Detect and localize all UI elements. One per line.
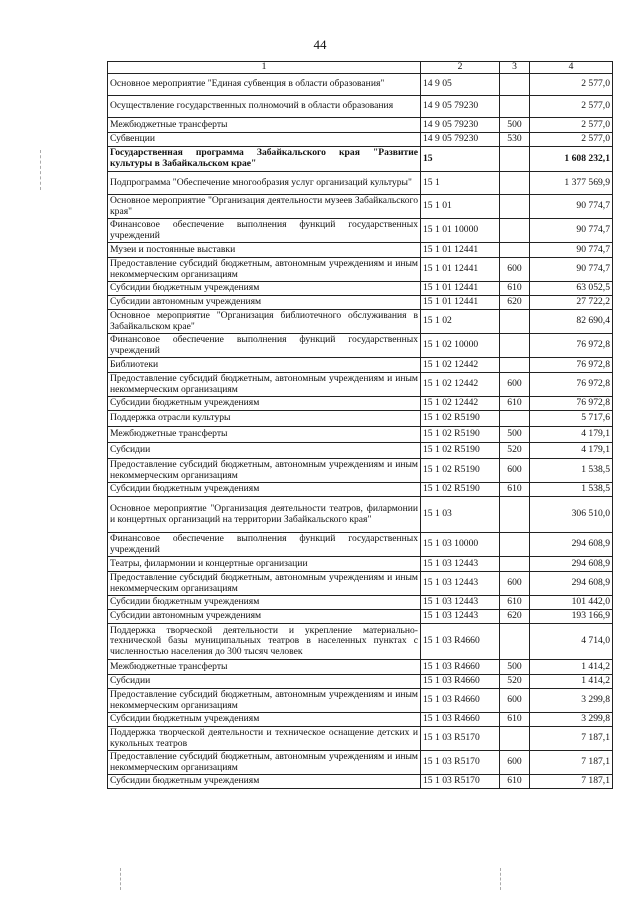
cell-sum: 76 972,8 [530,373,613,397]
cell-code: 15 [421,147,500,172]
table-row [108,572,613,596]
cell-sum: 4 714,0 [530,624,613,660]
cell-sum: 306 510,0 [530,497,613,533]
cell-sum: 1 538,5 [530,459,613,483]
cell-code: 14 9 05 79230 [421,96,500,118]
cell-name: Предоставление субсидий бюджетным, автономным учреждениям и иным некоммерческим организациям [108,689,421,713]
table-row [108,660,613,675]
cell-type [500,243,530,258]
cell-type [500,358,530,373]
cell-sum: 7 187,1 [530,751,613,775]
table-row [108,497,613,533]
cell-sum: 1 608 232,1 [530,147,613,172]
cell-code: 15 1 02 R5190 [421,443,500,459]
cell-type [500,74,530,96]
cell-code: 15 1 02 R5190 [421,483,500,497]
cell-sum: 2 577,0 [530,96,613,118]
header-col-name: 1 [108,62,421,74]
cell-sum: 7 187,1 [530,775,613,789]
table-header-row [108,62,613,74]
cell-name: Основное мероприятие "Организация деятельности музеев Забайкальского края" [108,195,421,219]
table-row [108,172,613,195]
cell-sum: 2 577,0 [530,118,613,133]
cell-name: Субсидии бюджетным учреждениям [108,713,421,727]
header-col-sum: 4 [530,62,613,74]
table-row [108,310,613,334]
cell-code: 15 1 02 12442 [421,358,500,373]
cell-name: Межбюджетные трансферты [108,427,421,443]
cell-sum: 27 722,2 [530,296,613,310]
table-row [108,624,613,660]
cell-name: Библиотеки [108,358,421,373]
cell-sum: 294 608,9 [530,557,613,572]
cell-name: Предоставление субсидий бюджетным, автономным учреждениям и иным некоммерческим организациям [108,258,421,282]
table-row [108,296,613,310]
cell-code: 15 1 01 12441 [421,296,500,310]
table-row [108,373,613,397]
cell-code: 15 1 02 R5190 [421,427,500,443]
cell-type [500,195,530,219]
cell-type [500,96,530,118]
cell-type: 620 [500,296,530,310]
budget-table [107,61,613,789]
header-col-code: 2 [421,62,500,74]
table-row [108,427,613,443]
cell-name: Финансовое обеспечение выполнения функций государственных учреждений [108,533,421,557]
cell-code: 15 1 03 R4660 [421,713,500,727]
cell-code: 15 1 03 R5170 [421,727,500,751]
table-row [108,195,613,219]
cell-code: 15 1 03 R5170 [421,775,500,789]
cell-code: 15 1 01 [421,195,500,219]
cell-sum: 1 414,2 [530,660,613,675]
cell-code: 15 1 02 R5190 [421,411,500,427]
cell-type: 610 [500,282,530,296]
cell-sum: 76 972,8 [530,334,613,358]
table-row [108,411,613,427]
margin-mark [120,868,121,890]
cell-name: Предоставление субсидий бюджетным, автономным учреждениям и иным некоммерческим организациям [108,751,421,775]
page-number: 44 [313,37,327,52]
cell-type [500,727,530,751]
cell-code: 15 1 01 12441 [421,258,500,282]
cell-name: Осуществление государственных полномочий в области образования [108,96,421,118]
cell-name: Субсидии [108,675,421,689]
cell-name: Основное мероприятие "Организация библиотечного обслуживания в Забайкальском крае" [108,310,421,334]
cell-type: 520 [500,675,530,689]
cell-code: 15 1 03 12443 [421,572,500,596]
table-row [108,675,613,689]
cell-sum: 2 577,0 [530,133,613,147]
table-row [108,334,613,358]
cell-name: Музеи и постоянные выставки [108,243,421,258]
cell-name: Государственная программа Забайкальского края "Развитие культуры в Забайкальском крае" [108,147,421,172]
cell-sum: 76 972,8 [530,358,613,373]
cell-type [500,172,530,195]
cell-type: 600 [500,459,530,483]
table-row [108,397,613,411]
table-row [108,751,613,775]
cell-type: 600 [500,689,530,713]
cell-type [500,557,530,572]
cell-code: 15 1 03 R4660 [421,660,500,675]
table-row [108,443,613,459]
cell-sum: 90 774,7 [530,243,613,258]
cell-code: 15 1 03 R4660 [421,675,500,689]
cell-code: 15 1 [421,172,500,195]
table-row [108,557,613,572]
cell-name: Субсидии автономным учреждениям [108,610,421,624]
table-row [108,147,613,172]
cell-code: 15 1 02 12442 [421,397,500,411]
table-row [108,96,613,118]
cell-sum: 294 608,9 [530,572,613,596]
cell-type [500,219,530,243]
cell-type: 610 [500,775,530,789]
cell-type: 530 [500,133,530,147]
cell-type: 620 [500,610,530,624]
table-row [108,133,613,147]
cell-type: 500 [500,427,530,443]
table-row [108,358,613,373]
table-row [108,727,613,751]
cell-code: 15 1 01 10000 [421,219,500,243]
cell-code: 15 1 03 R4660 [421,689,500,713]
table-row [108,610,613,624]
cell-name: Субсидии бюджетным учреждениям [108,596,421,610]
header-col-type: 3 [500,62,530,74]
cell-name: Поддержка творческой деятельности и укрепление материально-технической базы муниципальных театров в населенных пунктах с численностью населения до 300 тысяч человек [108,624,421,660]
table-row [108,713,613,727]
cell-code: 15 1 02 10000 [421,334,500,358]
cell-sum: 3 299,8 [530,713,613,727]
cell-type: 600 [500,373,530,397]
cell-name: Субсидии бюджетным учреждениям [108,397,421,411]
cell-name: Финансовое обеспечение выполнения функций государственных учреждений [108,334,421,358]
cell-name: Подпрограмма "Обеспечение многообразия услуг организаций культуры" [108,172,421,195]
cell-code: 15 1 03 10000 [421,533,500,557]
cell-type [500,497,530,533]
cell-sum: 1 377 569,9 [530,172,613,195]
table-row [108,219,613,243]
cell-sum: 90 774,7 [530,195,613,219]
cell-code: 15 1 01 12441 [421,282,500,296]
margin-mark [40,150,41,190]
cell-name: Предоставление субсидий бюджетным, автономным учреждениям и иным некоммерческим организациям [108,572,421,596]
cell-name: Поддержка отрасли культуры [108,411,421,427]
cell-type: 600 [500,572,530,596]
cell-name: Предоставление субсидий бюджетным, автономным учреждениям и иным некоммерческим организациям [108,373,421,397]
table-row [108,775,613,789]
table-row [108,118,613,133]
cell-type: 500 [500,118,530,133]
cell-type [500,310,530,334]
cell-name: Субвенции [108,133,421,147]
cell-sum: 4 179,1 [530,443,613,459]
cell-code: 15 1 03 [421,497,500,533]
table-row [108,533,613,557]
cell-name: Субсидии бюджетным учреждениям [108,775,421,789]
cell-name: Театры, филармонии и концертные организации [108,557,421,572]
cell-sum: 82 690,4 [530,310,613,334]
cell-type: 500 [500,660,530,675]
cell-sum: 101 442,0 [530,596,613,610]
cell-sum: 4 179,1 [530,427,613,443]
cell-type [500,533,530,557]
table-row [108,596,613,610]
cell-type [500,411,530,427]
cell-sum: 2 577,0 [530,74,613,96]
cell-code: 15 1 03 12443 [421,610,500,624]
cell-code: 15 1 03 R4660 [421,624,500,660]
cell-name: Субсидии [108,443,421,459]
cell-code: 15 1 02 [421,310,500,334]
cell-code: 15 1 03 12443 [421,557,500,572]
table-body [108,74,613,789]
cell-sum: 90 774,7 [530,219,613,243]
cell-sum: 7 187,1 [530,727,613,751]
cell-sum: 5 717,6 [530,411,613,427]
cell-sum: 1 414,2 [530,675,613,689]
table-row [108,258,613,282]
cell-name: Предоставление субсидий бюджетным, автономным учреждениям и иным некоммерческим организациям [108,459,421,483]
cell-code: 15 1 02 R5190 [421,459,500,483]
cell-sum: 76 972,8 [530,397,613,411]
cell-type: 610 [500,596,530,610]
cell-name: Субсидии автономным учреждениям [108,296,421,310]
cell-type: 610 [500,397,530,411]
cell-type: 610 [500,483,530,497]
cell-sum: 1 538,5 [530,483,613,497]
cell-name: Межбюджетные трансферты [108,660,421,675]
cell-sum: 193 166,9 [530,610,613,624]
margin-mark [500,868,501,890]
cell-code: 14 9 05 79230 [421,118,500,133]
cell-type: 610 [500,713,530,727]
cell-code: 15 1 03 12443 [421,596,500,610]
table-row [108,459,613,483]
cell-type: 600 [500,258,530,282]
cell-type [500,334,530,358]
cell-name: Поддержка творческой деятельности и техническое оснащение детских и кукольных театров [108,727,421,751]
cell-code: 15 1 02 12442 [421,373,500,397]
table-row [108,74,613,96]
cell-name: Основное мероприятие "Единая субвенция в области образования" [108,74,421,96]
cell-code: 14 9 05 79230 [421,133,500,147]
cell-name: Субсидии бюджетным учреждениям [108,483,421,497]
cell-name: Финансовое обеспечение выполнения функций государственных учреждений [108,219,421,243]
cell-type [500,624,530,660]
cell-name: Основное мероприятие "Организация деятельности театров, филармонии и концертных организаций на территории Забайкальского края" [108,497,421,533]
cell-sum: 294 608,9 [530,533,613,557]
table-row [108,483,613,497]
cell-name: Субсидии бюджетным учреждениям [108,282,421,296]
cell-type: 600 [500,751,530,775]
cell-sum: 63 052,5 [530,282,613,296]
table-row [108,689,613,713]
cell-code: 15 1 01 12441 [421,243,500,258]
cell-name: Межбюджетные трансферты [108,118,421,133]
cell-sum: 90 774,7 [530,258,613,282]
table-row [108,282,613,296]
cell-type: 520 [500,443,530,459]
cell-type [500,147,530,172]
cell-code: 15 1 03 R5170 [421,751,500,775]
cell-sum: 3 299,8 [530,689,613,713]
table-row [108,243,613,258]
cell-code: 14 9 05 [421,74,500,96]
